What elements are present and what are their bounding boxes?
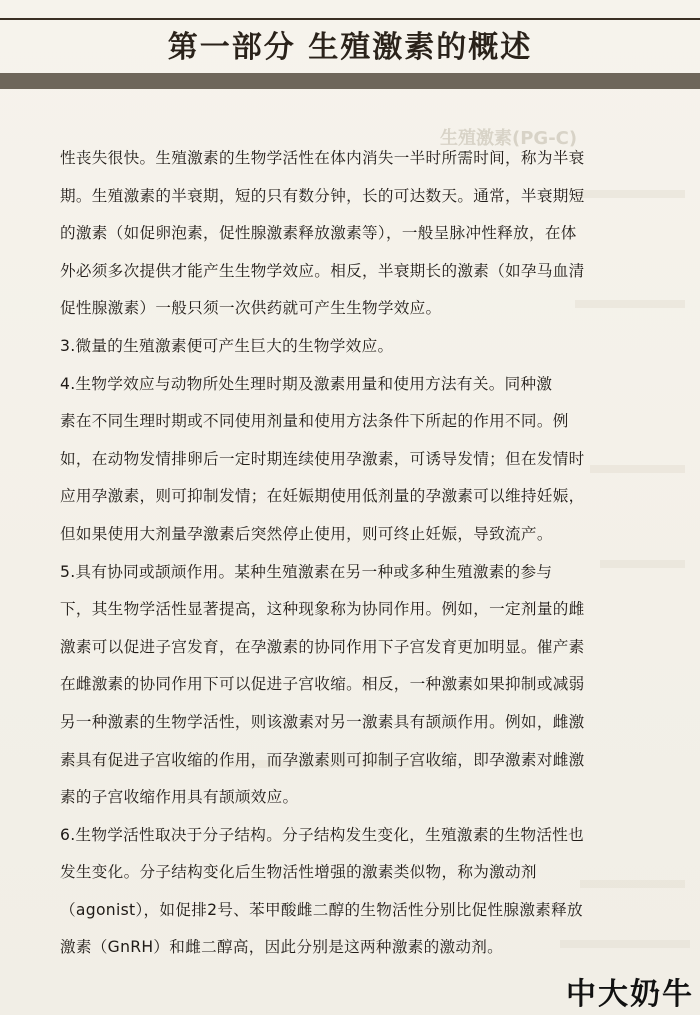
text-line: 3.微量的生殖激素便可产生巨大的生物学效应。 [60, 336, 394, 355]
text-line: 素具有促进子宫收缩的作用，而孕激素则可抑制子宫收缩，即孕激素对雌激 [60, 750, 585, 769]
text-line: 4.生物学效应与动物所处生理时期及激素用量和使用方法有关。同种激 [60, 374, 553, 393]
text-line: 的激素（如促卵泡素，促性腺激素释放激素等），一般呈脉冲性释放，在体 [60, 224, 577, 243]
text-line: （agonist），如促排2号、苯甲酸雌二醇的生物活性分别比促性腺激素释放 [60, 900, 583, 919]
text-line: 期。生殖激素的半衰期，短的只有数分钟，长的可达数天。通常，半衰期短 [60, 186, 585, 205]
body-text [60, 140, 640, 967]
text-line: 如，在动物发情排卵后一定时期连续使用孕激素，可诱导发情；但在发情时 [60, 449, 585, 468]
text-line: 6.生物学活性取决于分子结构。分子结构发生变化，生殖激素的生物活性也 [60, 825, 585, 844]
text-line: 外必须多次提供才能产生生物学效应。相反，半衰期长的激素（如孕马血清 [60, 261, 585, 280]
text-line: 但如果使用大剂量孕激素后突然停止使用，则可终止妊娠，导致流产。 [60, 524, 553, 543]
watermark: 中大奶牛 [566, 977, 694, 1012]
text-line: 促性腺激素）一般只须一次供药就可产生生物学效应。 [60, 299, 442, 318]
section-title: 第一部分 生殖激素的概述 [167, 30, 533, 65]
text-line: 素在不同生理时期或不同使用剂量和使用方法条件下所起的作用不同。例 [60, 412, 569, 431]
text-line: 素的子宫收缩作用具有颉颃效应。 [60, 788, 299, 807]
text-line: 在雌激素的协同作用下可以促进子宫收缩。相反，一种激素如果抑制或减弱 [60, 675, 585, 694]
text-line: 下，其生物学活性显著提高，这种现象称为协同作用。例如，一定剂量的雌 [60, 600, 585, 619]
text-line: 激素（GnRH）和雌二醇高，因此分别是这两种激素的激动剂。 [60, 938, 504, 957]
top-rule [0, 18, 700, 20]
show-through-heading: 生殖激素(PG-C) [440, 128, 578, 149]
header-band [0, 73, 700, 89]
text-line: 性丧失很快。生殖激素的生物学活性在体内消失一半时所需时间，称为半衰 [60, 149, 585, 167]
text-line: 5.具有协同或颉颃作用。某种生殖激素在另一种或多种生殖激素的参与 [60, 562, 553, 581]
text-line: 激素可以促进子宫发育，在孕激素的协同作用下子宫发育更加明显。催产素 [60, 637, 585, 656]
text-line: 另一种激素的生物学活性，则该激素对另一激素具有颉颃作用。例如，雌激 [60, 712, 585, 731]
text-line: 发生变化。分子结构变化后生物活性增强的激素类似物，称为激动剂 [60, 863, 537, 882]
text-line: 应用孕激素，则可抑制发情；在妊娠期使用低剂量的孕激素可以维持妊娠， [60, 487, 585, 506]
